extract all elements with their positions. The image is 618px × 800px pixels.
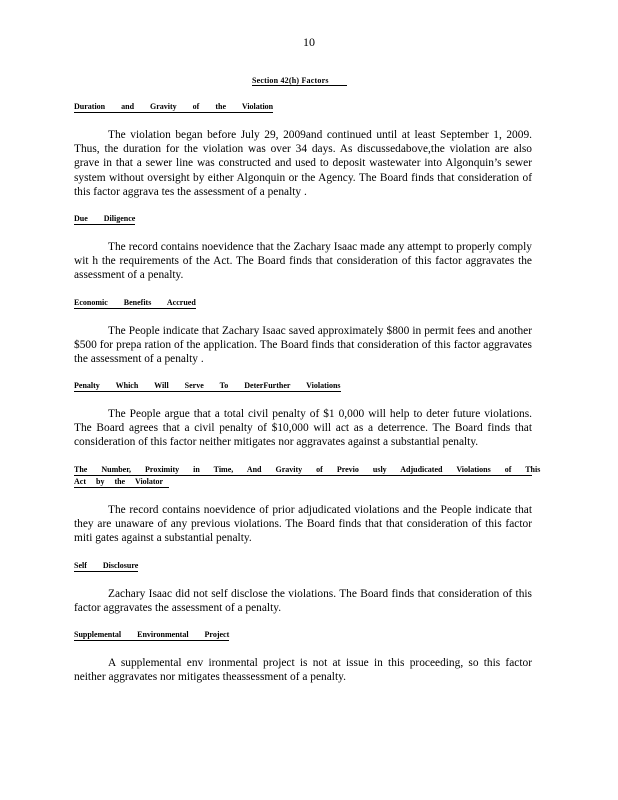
paragraph-text: A supplemental env ironmental project is not at issue in this proceeding, so this factor neither aggravates nor mitigates theassessment of a penalty.: [74, 657, 532, 684]
paragraph-economic-benefits: [74, 324, 532, 367]
heading-supplemental-project: Supplemental Environmental Project: [74, 630, 230, 639]
paragraph-penalty-deter: [74, 407, 532, 450]
paragraph-text: The People indicate that Zachary Isaac saved approximately $800 in permit fees and another $500 for prepa ration of the application. The Board finds that consideration of this factor aggravates the assessment of a penalty .: [74, 325, 532, 366]
paragraph-duration-gravity: [74, 128, 532, 199]
page-number: 10: [303, 35, 315, 49]
paragraph-supplemental-project: [74, 656, 532, 684]
heading-economic-benefits: Economic Benefits Accrued: [74, 298, 196, 307]
paragraph-text: The People argue that a total civil penalty of $1 0,000 will help to deter future violations. The Board agrees that a civil penalty of $10,000 will act as a deterrence. The Board finds that consideration of this factor neither mitigates nor aggravates against a substantial penalty.: [74, 408, 532, 449]
paragraph-text: The record contains noevidence of prior adjudicated violations and the People indicate that they are unaware of any previous violations. The Board finds that that consideration of this factor miti gates against a substantial penalty.: [74, 504, 532, 545]
paragraph-text: The record contains noevidence that the Zachary Isaac made any attempt to properly comply wit h the requirements of the Act. The Board finds that consideration of this factor aggravates the assessment of a penalty.: [74, 241, 532, 282]
heading-duration-gravity: Duration and Gravity of the Violation: [74, 102, 274, 111]
heading-self-disclosure: Self Disclosure: [74, 561, 139, 570]
heading-penalty-deter: Penalty Which Will Serve To DeterFurther Violations: [74, 381, 341, 390]
heading-prior-violations: [74, 465, 541, 488]
section-title: Section 42(h) Factors: [252, 76, 347, 86]
heading-prior-violations-line1: The Number, Proximity in Time, And Gravity of Previo usly Adjudicated Violations of This: [74, 465, 541, 474]
paragraph-self-disclosure: [74, 587, 532, 615]
paragraph-text: The violation began before July 29, 2009and continued until at least September 1, 2009. Thus, the duration for the violation was over 34 days. As discussedabove,the violation are also grave in that a sewer line was constructed and used to deposit wastewater into Algonquin’s sewer system without oversight by either Algonquin or the Agency. The Board finds that consideration of this factor aggrava tes the assessment of a penalty .: [74, 129, 532, 198]
paragraph-due-diligence: [74, 240, 532, 283]
heading-prior-violations-line2: Act by the Violator: [74, 477, 169, 488]
paragraph-text: Zachary Isaac did not self disclose the violations. The Board finds that consideration of this factor aggravates the assessment of a penalty.: [74, 588, 532, 615]
paragraph-prior-violations: [74, 503, 532, 546]
heading-due-diligence: Due Diligence: [74, 214, 136, 223]
